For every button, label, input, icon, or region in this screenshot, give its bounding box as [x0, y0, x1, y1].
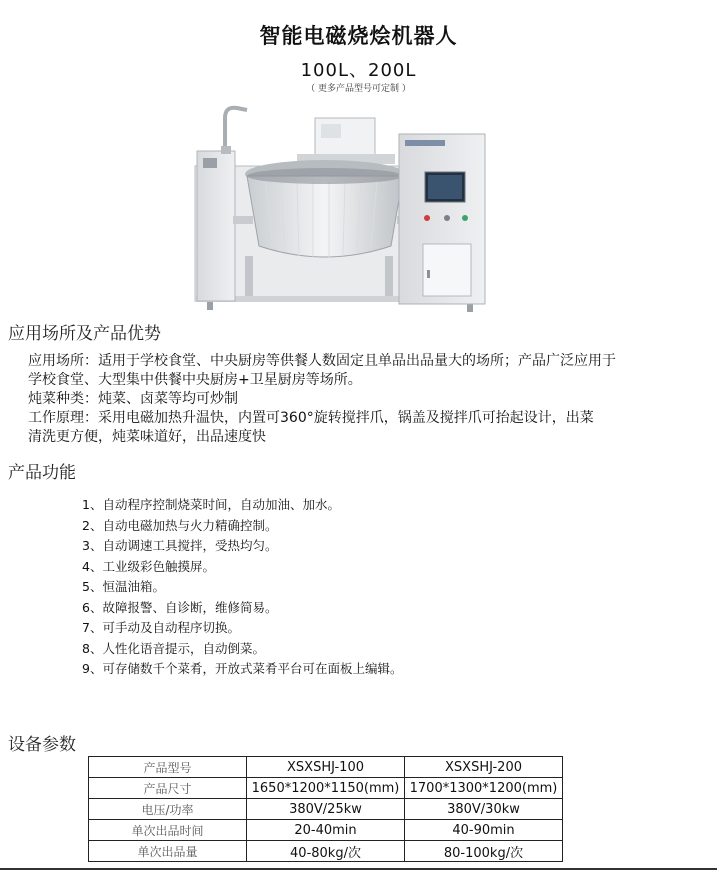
spec-table: [88, 756, 563, 862]
feature-item: 4、工业级彩色触摸屏。: [82, 558, 215, 574]
advantages-line-4: 工作原理：采用电磁加热升温快，内置可360°旋转搅拌爪，锅盖及搅拌爪可抬起设计，出菜: [28, 410, 594, 426]
row-label-power: 电压/功率: [89, 799, 247, 820]
row-label-time: 单次出品时间: [89, 820, 247, 841]
advantages-line-1: 应用场所：适用于学校食堂、中央厨房等供餐人数固定且单品出品量大的场所；产品广泛应用于: [28, 353, 616, 369]
feature-item: 5、恒温油箱。: [82, 579, 165, 594]
section-heading-advantages: 应用场所及产品优势: [8, 324, 161, 344]
table-row: [89, 757, 563, 778]
table-row: [89, 841, 563, 862]
cell-model-100: XSXSHJ-100: [247, 757, 405, 778]
feature-item: 2、自动电磁加热与火力精确控制。: [82, 517, 278, 533]
table-row: [89, 799, 563, 820]
cell-output-100: 40-80kg/次: [247, 841, 405, 862]
customization-note: （ 更多产品型号可定制 ）: [306, 84, 411, 94]
row-label-output: 单次出品量: [89, 841, 247, 862]
table-row: [89, 778, 563, 799]
page-title: 智能电磁烧烩机器人: [259, 24, 458, 48]
advantages-line-2: 学校食堂、大型集中供餐中央厨房+卫星厨房等场所。: [28, 372, 362, 388]
cell-size-100: 1650*1200*1150(mm): [247, 778, 405, 799]
cell-power-200: 380V/30kw: [405, 799, 563, 820]
capacity-subtitle: 100L、200L: [300, 60, 417, 81]
cell-model-200: XSXSHJ-200: [405, 757, 563, 778]
row-label-size: 产品尺寸: [89, 778, 247, 799]
feature-item: 6、故障报警、自诊断，维修简易。: [82, 599, 278, 615]
feature-item: 3、自动调速工具搅拌，受热均匀。: [82, 538, 278, 553]
feature-item: 1、自动程序控制烧菜时间，自动加油、加水。: [82, 497, 340, 512]
feature-item: 8、人性化语音提示，自动倒菜。: [82, 640, 265, 656]
feature-item: 7、可手动及自动程序切换。: [82, 620, 240, 635]
cell-output-200: 80-100kg/次: [405, 841, 563, 862]
feature-item: 9、可存储数千个菜肴，开放式菜肴平台可在面板上编辑。: [82, 661, 403, 676]
bottom-divider: [0, 868, 717, 870]
cell-time-200: 40-90min: [405, 820, 563, 841]
section-heading-features: 产品功能: [8, 463, 76, 483]
machine-illustration: [185, 96, 495, 324]
cell-size-200: 1700*1300*1200(mm): [405, 778, 563, 799]
row-label-model: 产品型号: [89, 757, 247, 778]
table-row: [89, 820, 563, 841]
cell-time-100: 20-40min: [247, 820, 405, 841]
advantages-line-5: 清洗更方便，炖菜味道好，出品速度快: [28, 429, 266, 445]
cell-power-100: 380V/25kw: [247, 799, 405, 820]
feature-list: [82, 495, 402, 680]
advantages-line-3: 炖菜种类：炖菜、卤菜等均可炒制: [28, 391, 238, 407]
section-heading-params: 设备参数: [8, 735, 76, 755]
